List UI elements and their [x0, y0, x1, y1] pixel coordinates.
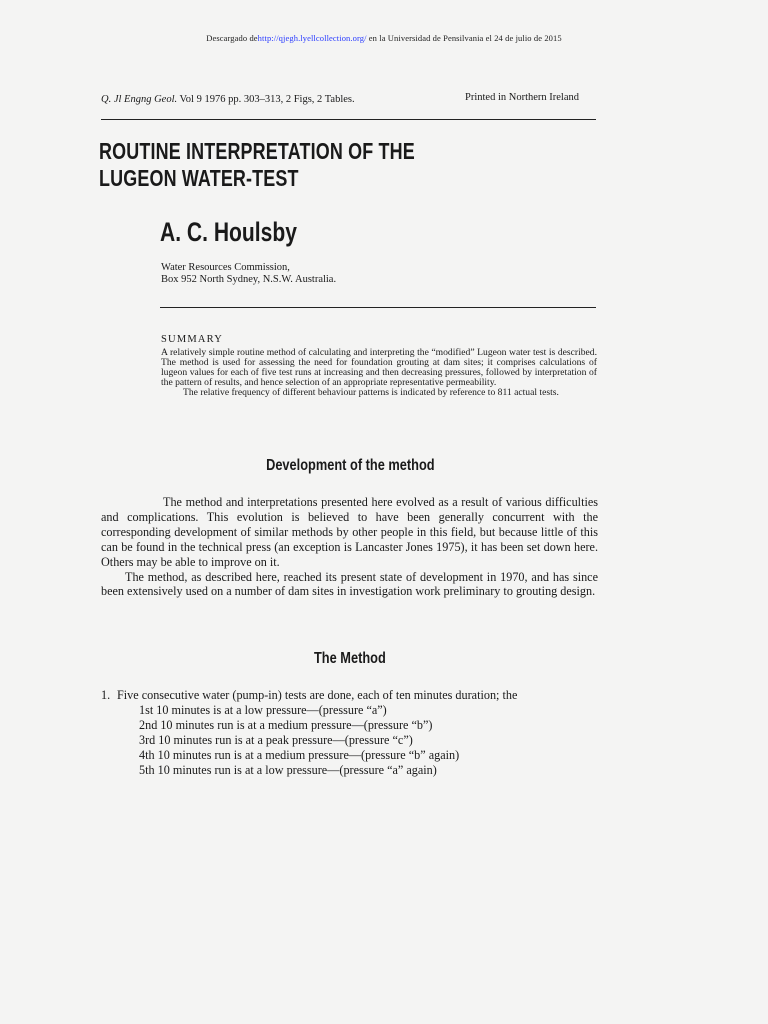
test-run-1: 1st 10 minutes is at a low pressure—(pressure “a”): [139, 702, 387, 717]
test-run-5: 5th 10 minutes run is at a low pressure—(pressure “a” again): [139, 762, 437, 777]
test-run-2: 2nd 10 minutes run is at a medium pressure—(pressure “b”): [139, 717, 433, 732]
affiliation-line-2: Box 952 North Sydney, N.S.W. Australia.: [161, 274, 337, 285]
summary-paragraph-1: A relatively simple routine method of calculating and interpreting the “modified” Lugeon water test is described. The method is used for assessing the need for foundation grouting at dam sites; it comprises calculations of lugeon values for each of five test runs at increasing and then decreasing pressures, followed by interpretation of the pattern of results, and hence selection of an appropriate representative permeability.: [161, 347, 597, 388]
article-title-line-1: ROUTINE INTERPRETATION OF THE: [99, 138, 415, 164]
development-paragraph-1: The method and interpretations presented here evolved as a result of various difficulties and complications. This evolution is believed to have been generally concurrent with the corresponding development of similar methods by other people in this field, but because little of this can be found in the technical press (an exception is Lancaster Jones 1975), it has been set down here. Others may be able to improve on it.: [101, 495, 598, 569]
summary-heading: SUMMARY: [161, 334, 224, 345]
affiliation-divider: [160, 307, 596, 308]
method-item-number: 1.: [101, 688, 111, 702]
download-note-prefix: Descargado de: [206, 33, 258, 43]
section-heading-development: [0, 457, 700, 475]
method-item-text: Five consecutive water (pump-in) tests are done, each of ten minutes duration; the: [117, 688, 518, 702]
test-runs-list: [101, 703, 598, 778]
section-heading-method: [0, 650, 700, 668]
article-title: [99, 138, 415, 192]
download-note-suffix: en la Universidad de Pensilvania el 24 de julio de 2015: [366, 33, 562, 43]
printed-location: Printed in Northern Ireland: [465, 92, 580, 103]
header-divider: [101, 119, 596, 120]
method-list: [101, 688, 598, 777]
section-heading-development-text: Development of the method: [265, 457, 435, 474]
test-run-3: 3rd 10 minutes run is at a peak pressure—(pressure “c”): [139, 732, 413, 747]
journal-name: Q. Jl Engng Geol.: [101, 94, 178, 105]
development-body: [101, 495, 598, 599]
summary-paragraph-2: The relative frequency of different behaviour patterns is indicated by reference to 811 actual tests.: [183, 386, 559, 398]
download-note: [0, 33, 768, 43]
section-heading-method-text: The Method: [314, 650, 386, 667]
citation-details: Vol 9 1976 pp. 303–313, 2 Figs, 2 Tables.: [177, 94, 355, 105]
journal-citation: [101, 94, 355, 105]
lyell-collection-link[interactable]: http://qjegh.lyellcollection.org/: [257, 33, 367, 43]
affiliation-line-1: Water Resources Commission,: [161, 262, 290, 273]
test-run-4: 4th 10 minutes run is at a medium pressure—(pressure “b” again): [139, 747, 460, 762]
author-name: A. C. Houlsby: [160, 217, 297, 247]
summary-text: [161, 348, 597, 398]
article-title-line-2: LUGEON WATER-TEST: [99, 165, 299, 191]
development-paragraph-2: The method, as described here, reached its present state of development in 1970, and has since been extensively used on a number of dam sites in investigation work preliminary to grouting design.: [101, 569, 598, 599]
method-item-1: [101, 688, 598, 703]
author-affiliation: [161, 262, 336, 286]
